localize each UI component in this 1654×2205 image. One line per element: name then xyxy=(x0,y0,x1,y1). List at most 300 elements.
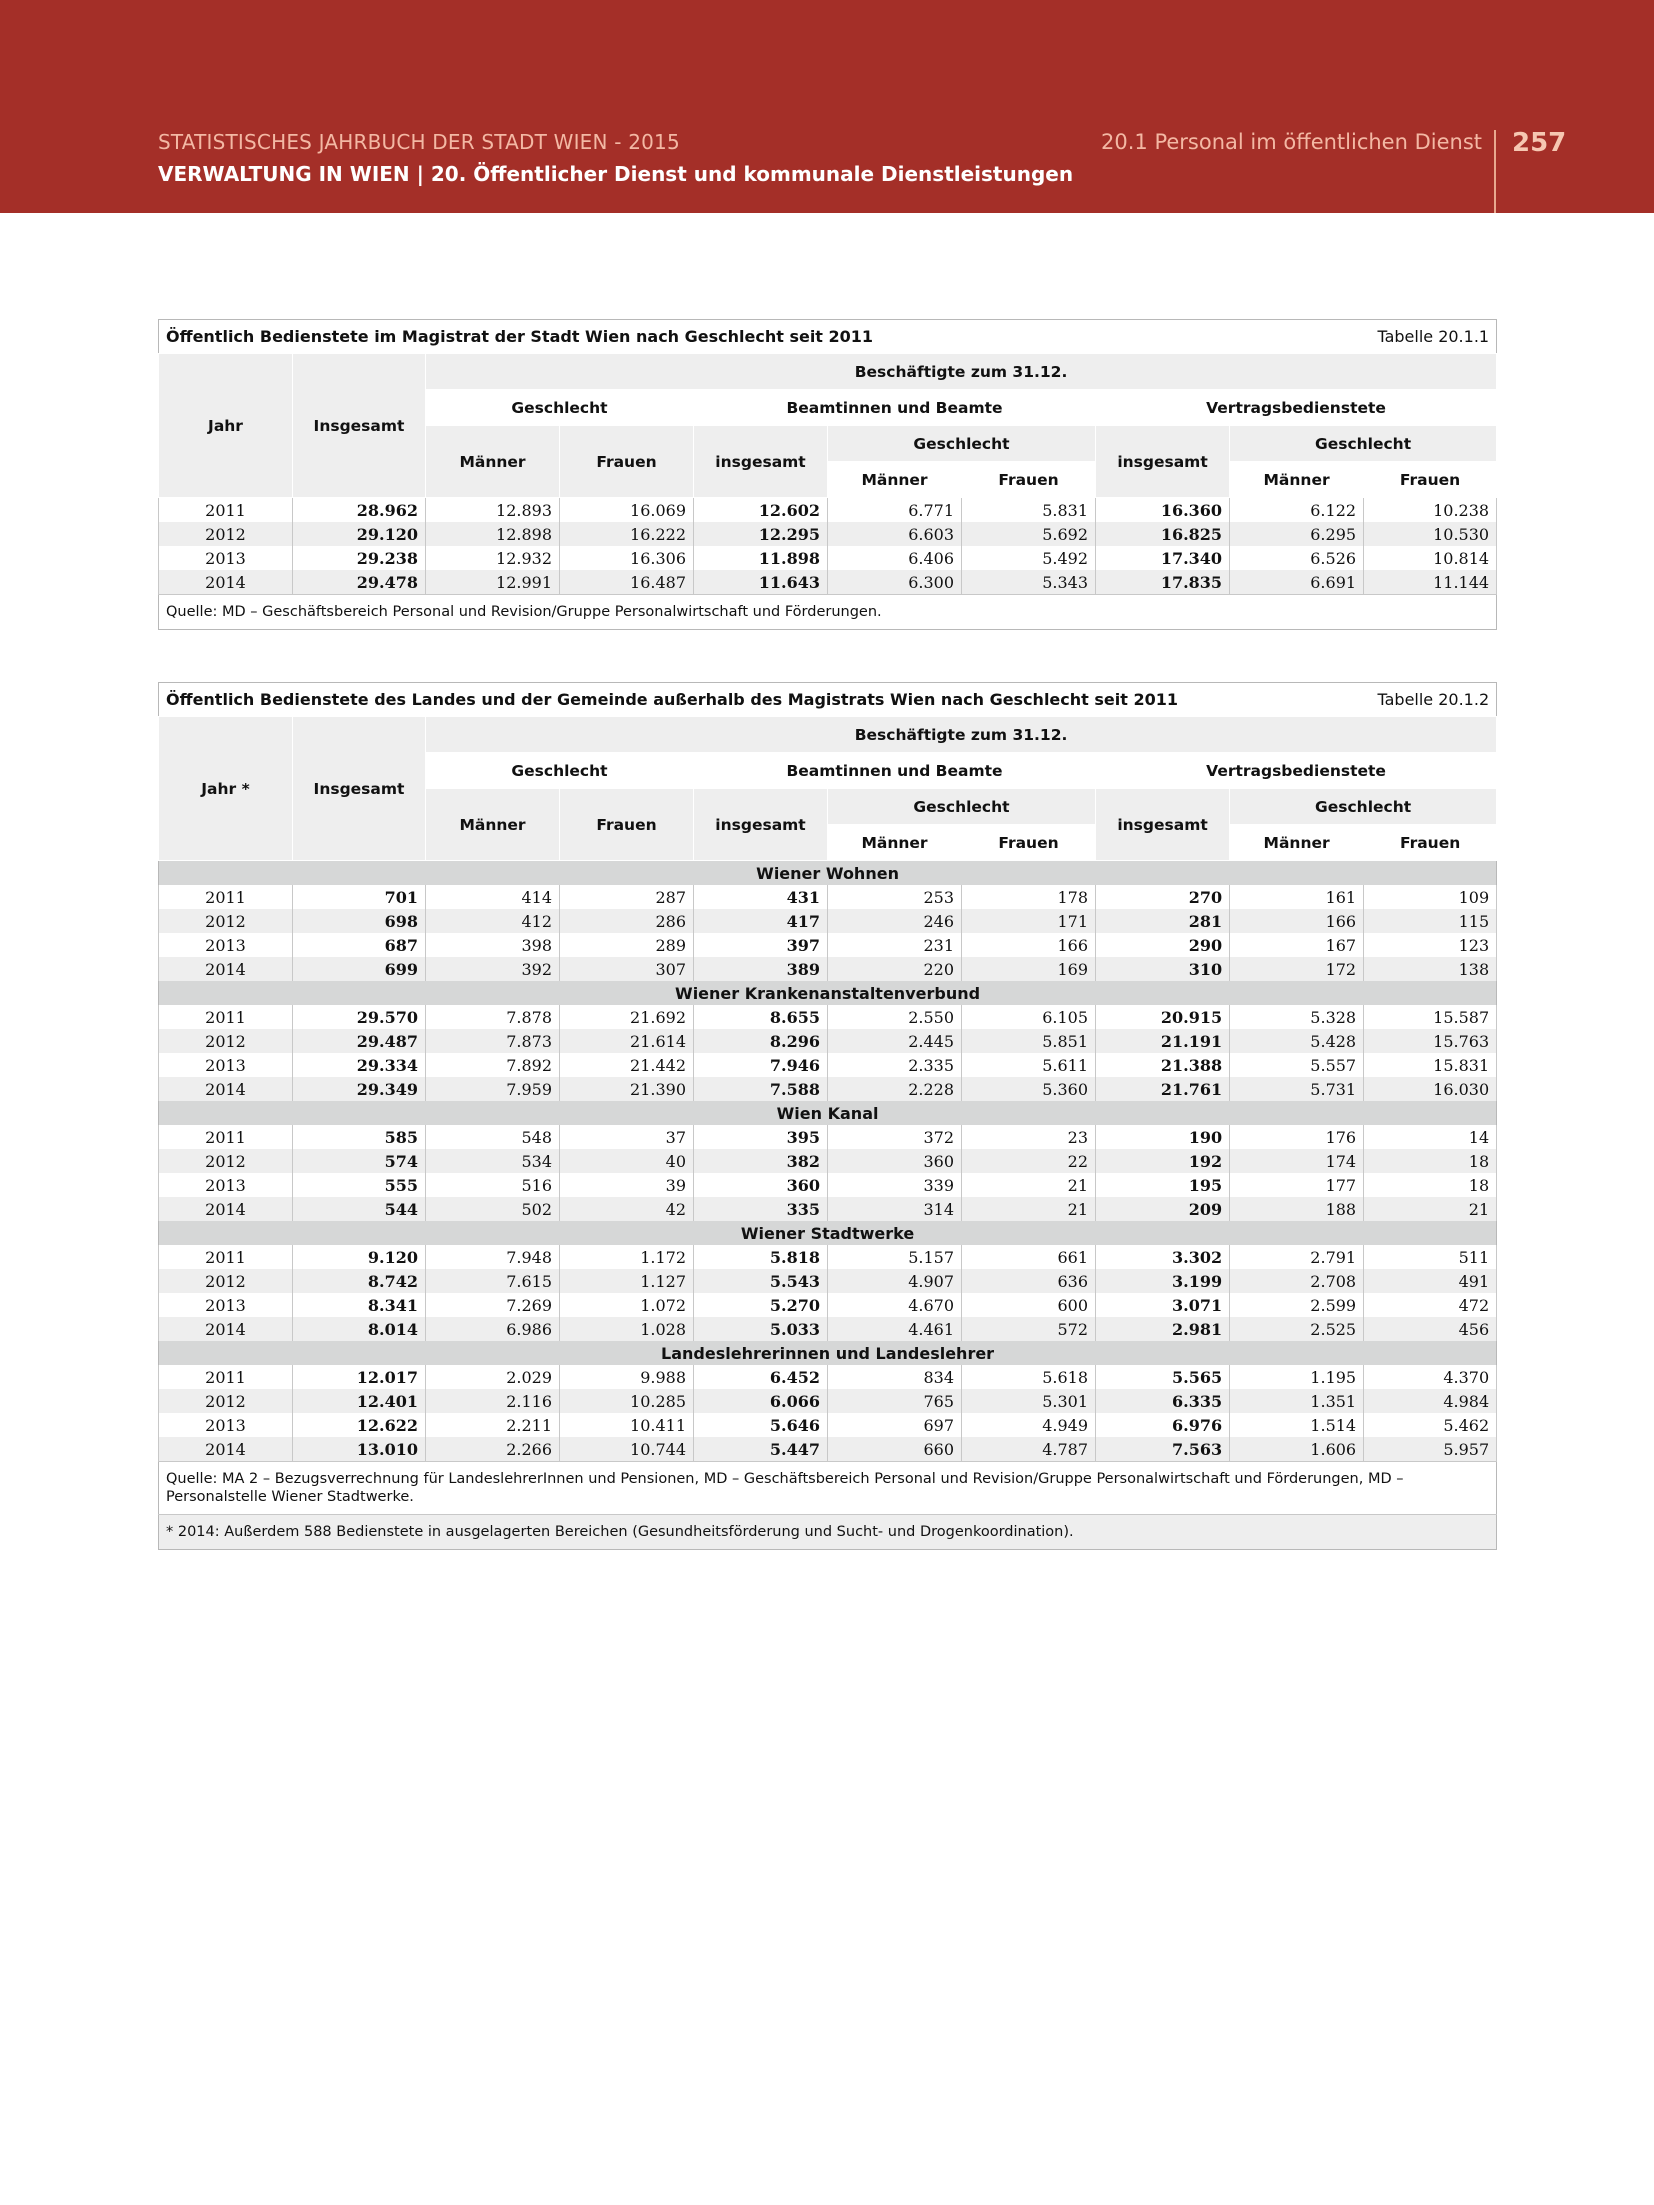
table-cell: 12.893 xyxy=(426,498,560,523)
table-cell: 109 xyxy=(1364,885,1497,909)
table-cell: 29.487 xyxy=(293,1029,426,1053)
col-header-maenner: Männer xyxy=(426,789,560,861)
table-row xyxy=(159,1269,1497,1293)
table-cell: 21.442 xyxy=(560,1053,694,1077)
table-cell: 286 xyxy=(560,909,694,933)
section-title: Wiener Stadtwerke xyxy=(159,1221,1497,1245)
table-number: Tabelle 20.1.1 xyxy=(1230,320,1497,354)
table-cell: 2.211 xyxy=(426,1413,560,1437)
table-cell: 6.335 xyxy=(1096,1389,1230,1413)
page-header xyxy=(0,0,1654,213)
section-row xyxy=(159,861,1497,886)
table-cell: 290 xyxy=(1096,933,1230,957)
section-row xyxy=(159,981,1497,1005)
table-cell: 335 xyxy=(694,1197,828,1221)
table-cell: 389 xyxy=(694,957,828,981)
col-header-beschaeftigte: Beschäftigte zum 31.12. xyxy=(426,717,1497,753)
table-cell: 287 xyxy=(560,885,694,909)
table-cell: 534 xyxy=(426,1149,560,1173)
table-cell: 5.831 xyxy=(962,498,1096,523)
table-cell: 372 xyxy=(828,1125,962,1149)
table-cell: 360 xyxy=(694,1173,828,1197)
table-cell: 397 xyxy=(694,933,828,957)
table-cell: 339 xyxy=(828,1173,962,1197)
table-cell: 289 xyxy=(560,933,694,957)
col-header-beamte-geschlecht: Geschlecht xyxy=(828,426,1096,462)
table-cell: 12.017 xyxy=(293,1365,426,1389)
table-cell: 2.228 xyxy=(828,1077,962,1101)
table-cell: 21.390 xyxy=(560,1077,694,1101)
table-row xyxy=(159,1077,1497,1101)
table-cell: 8.742 xyxy=(293,1269,426,1293)
cell-year: 2011 xyxy=(159,1365,293,1389)
col-header-insgesamt: Insgesamt xyxy=(293,717,426,861)
table-cell: 23 xyxy=(962,1125,1096,1149)
table-cell: 491 xyxy=(1364,1269,1497,1293)
table-row xyxy=(159,1173,1497,1197)
table-cell: 398 xyxy=(426,933,560,957)
table-cell: 687 xyxy=(293,933,426,957)
table-20-1-1 xyxy=(158,319,1497,630)
table-cell: 1.072 xyxy=(560,1293,694,1317)
table-cell: 8.296 xyxy=(694,1029,828,1053)
col-header-frauen: Frauen xyxy=(560,789,694,861)
table-cell: 12.932 xyxy=(426,546,560,570)
table-cell: 5.565 xyxy=(1096,1365,1230,1389)
table-cell: 4.370 xyxy=(1364,1365,1497,1389)
col-header-vertrag: Vertragsbedienstete xyxy=(1096,390,1497,426)
table-cell: 29.349 xyxy=(293,1077,426,1101)
table-cell: 21.692 xyxy=(560,1005,694,1029)
table-cell: 7.959 xyxy=(426,1077,560,1101)
table-cell: 7.948 xyxy=(426,1245,560,1269)
table-cell: 174 xyxy=(1230,1149,1364,1173)
section-title: 20.1 Personal im öffentlichen Dienst xyxy=(1101,130,1482,154)
table-row xyxy=(159,1125,1497,1149)
col-header-beamte: Beamtinnen und Beamte xyxy=(694,390,1096,426)
chapter-title: VERWALTUNG IN WIEN | 20. Öffentlicher Dienst und kommunale Dienstleistungen xyxy=(158,162,1074,186)
col-header-vertrag-geschlecht: Geschlecht xyxy=(1230,789,1497,825)
table-cell: 13.010 xyxy=(293,1437,426,1462)
table-cell: 176 xyxy=(1230,1125,1364,1149)
table-cell: 7.615 xyxy=(426,1269,560,1293)
table-cell: 12.602 xyxy=(694,498,828,523)
table-cell: 417 xyxy=(694,909,828,933)
table-cell: 21.761 xyxy=(1096,1077,1230,1101)
col-header-vertrag-insgesamt: insgesamt xyxy=(1096,789,1230,861)
col-header-insgesamt: Insgesamt xyxy=(293,354,426,498)
table-cell: 28.962 xyxy=(293,498,426,523)
table-cell: 6.406 xyxy=(828,546,962,570)
table-cell: 7.563 xyxy=(1096,1437,1230,1462)
table-row xyxy=(159,909,1497,933)
table-cell: 10.411 xyxy=(560,1413,694,1437)
cell-year: 2011 xyxy=(159,885,293,909)
table-cell: 167 xyxy=(1230,933,1364,957)
table-cell: 765 xyxy=(828,1389,962,1413)
table-cell: 16.306 xyxy=(560,546,694,570)
table-cell: 3.071 xyxy=(1096,1293,1230,1317)
cell-year: 2012 xyxy=(159,522,293,546)
table-row xyxy=(159,1197,1497,1221)
table-cell: 270 xyxy=(1096,885,1230,909)
col-header-beamte-frauen: Frauen xyxy=(962,825,1096,861)
table-cell: 548 xyxy=(426,1125,560,1149)
table-cell: 6.691 xyxy=(1230,570,1364,595)
table-cell: 15.587 xyxy=(1364,1005,1497,1029)
table-cell: 39 xyxy=(560,1173,694,1197)
table-cell: 21 xyxy=(1364,1197,1497,1221)
table-cell: 178 xyxy=(962,885,1096,909)
table-cell: 314 xyxy=(828,1197,962,1221)
cell-year: 2012 xyxy=(159,1269,293,1293)
table-cell: 16.030 xyxy=(1364,1077,1497,1101)
cell-year: 2013 xyxy=(159,1413,293,1437)
table-cell: 6.122 xyxy=(1230,498,1364,523)
table-cell: 3.302 xyxy=(1096,1245,1230,1269)
table-cell: 209 xyxy=(1096,1197,1230,1221)
table-cell: 12.295 xyxy=(694,522,828,546)
table-cell: 169 xyxy=(962,957,1096,981)
table-cell: 161 xyxy=(1230,885,1364,909)
table-cell: 7.588 xyxy=(694,1077,828,1101)
cell-year: 2012 xyxy=(159,1389,293,1413)
table-cell: 16.487 xyxy=(560,570,694,595)
table-cell: 220 xyxy=(828,957,962,981)
table-cell: 9.120 xyxy=(293,1245,426,1269)
cell-year: 2014 xyxy=(159,1197,293,1221)
cell-year: 2014 xyxy=(159,570,293,595)
table-cell: 511 xyxy=(1364,1245,1497,1269)
table-title: Öffentlich Bedienstete im Magistrat der Stadt Wien nach Geschlecht seit 2011 xyxy=(159,320,1230,354)
table-row xyxy=(159,546,1497,570)
table-cell: 5.818 xyxy=(694,1245,828,1269)
table-cell: 281 xyxy=(1096,909,1230,933)
table-row xyxy=(159,498,1497,523)
col-header-vertrag-insgesamt: insgesamt xyxy=(1096,426,1230,498)
table-cell: 661 xyxy=(962,1245,1096,1269)
section-row xyxy=(159,1101,1497,1125)
table-row xyxy=(159,1317,1497,1341)
table-cell: 2.981 xyxy=(1096,1317,1230,1341)
table-cell: 6.105 xyxy=(962,1005,1096,1029)
table-cell: 456 xyxy=(1364,1317,1497,1341)
table-cell: 5.618 xyxy=(962,1365,1096,1389)
cell-year: 2014 xyxy=(159,1077,293,1101)
table-cell: 4.949 xyxy=(962,1413,1096,1437)
table-20-1-2 xyxy=(158,682,1497,1550)
cell-year: 2014 xyxy=(159,1317,293,1341)
table-cell: 412 xyxy=(426,909,560,933)
cell-year: 2014 xyxy=(159,1437,293,1462)
table-cell: 6.526 xyxy=(1230,546,1364,570)
section-title: Wiener Wohnen xyxy=(159,861,1497,886)
table-cell: 544 xyxy=(293,1197,426,1221)
table-cell: 698 xyxy=(293,909,426,933)
table-cell: 600 xyxy=(962,1293,1096,1317)
cell-year: 2011 xyxy=(159,1125,293,1149)
table-cell: 22 xyxy=(962,1149,1096,1173)
table-row xyxy=(159,1029,1497,1053)
table-cell: 246 xyxy=(828,909,962,933)
table-cell: 382 xyxy=(694,1149,828,1173)
table-cell: 5.343 xyxy=(962,570,1096,595)
table-cell: 5.360 xyxy=(962,1077,1096,1101)
table-cell: 166 xyxy=(1230,909,1364,933)
table-cell: 9.988 xyxy=(560,1365,694,1389)
table-cell: 701 xyxy=(293,885,426,909)
table-cell: 195 xyxy=(1096,1173,1230,1197)
table-cell: 5.157 xyxy=(828,1245,962,1269)
table-cell: 11.144 xyxy=(1364,570,1497,595)
table-row xyxy=(159,522,1497,546)
table-cell: 4.461 xyxy=(828,1317,962,1341)
table-cell: 5.957 xyxy=(1364,1437,1497,1462)
table-cell: 15.763 xyxy=(1364,1029,1497,1053)
table-cell: 1.127 xyxy=(560,1269,694,1293)
table-cell: 472 xyxy=(1364,1293,1497,1317)
table-cell: 5.557 xyxy=(1230,1053,1364,1077)
col-header-frauen: Frauen xyxy=(560,426,694,498)
cell-year: 2012 xyxy=(159,1149,293,1173)
table-cell: 29.334 xyxy=(293,1053,426,1077)
table-row xyxy=(159,957,1497,981)
col-header-vertrag-maenner: Männer xyxy=(1230,462,1364,498)
table-cell: 1.514 xyxy=(1230,1413,1364,1437)
section-title: Wien Kanal xyxy=(159,1101,1497,1125)
section-title: Landeslehrerinnen und Landeslehrer xyxy=(159,1341,1497,1365)
table-row xyxy=(159,1413,1497,1437)
table-cell: 697 xyxy=(828,1413,962,1437)
table-cell: 2.335 xyxy=(828,1053,962,1077)
table-cell: 392 xyxy=(426,957,560,981)
table-cell: 190 xyxy=(1096,1125,1230,1149)
table-cell: 17.340 xyxy=(1096,546,1230,570)
table-cell: 5.270 xyxy=(694,1293,828,1317)
table-cell: 21 xyxy=(962,1197,1096,1221)
cell-year: 2013 xyxy=(159,933,293,957)
table-cell: 10.530 xyxy=(1364,522,1497,546)
table-cell: 6.976 xyxy=(1096,1413,1230,1437)
table-cell: 2.029 xyxy=(426,1365,560,1389)
table-cell: 6.295 xyxy=(1230,522,1364,546)
cell-year: 2012 xyxy=(159,1029,293,1053)
cell-year: 2014 xyxy=(159,957,293,981)
table-row xyxy=(159,1149,1497,1173)
table-cell: 1.172 xyxy=(560,1245,694,1269)
page-number: 257 xyxy=(1512,128,1567,158)
col-header-geschlecht: Geschlecht xyxy=(426,753,694,789)
table-cell: 166 xyxy=(962,933,1096,957)
table-cell: 5.033 xyxy=(694,1317,828,1341)
table-cell: 6.452 xyxy=(694,1365,828,1389)
table-body xyxy=(159,498,1497,595)
col-header-beamte: Beamtinnen und Beamte xyxy=(694,753,1096,789)
header-divider xyxy=(1494,130,1496,213)
col-header-beamte-geschlecht: Geschlecht xyxy=(828,789,1096,825)
table-cell: 574 xyxy=(293,1149,426,1173)
table-cell: 123 xyxy=(1364,933,1497,957)
table-cell: 5.543 xyxy=(694,1269,828,1293)
table-body xyxy=(159,861,1497,1462)
table-cell: 5.851 xyxy=(962,1029,1096,1053)
table-row xyxy=(159,885,1497,909)
col-header-beamte-maenner: Männer xyxy=(828,462,962,498)
section-row xyxy=(159,1341,1497,1365)
table-cell: 11.898 xyxy=(694,546,828,570)
table-cell: 16.360 xyxy=(1096,498,1230,523)
table-cell: 29.570 xyxy=(293,1005,426,1029)
table-cell: 636 xyxy=(962,1269,1096,1293)
table-cell: 40 xyxy=(560,1149,694,1173)
table-cell: 231 xyxy=(828,933,962,957)
table-cell: 572 xyxy=(962,1317,1096,1341)
table-cell: 834 xyxy=(828,1365,962,1389)
table-cell: 115 xyxy=(1364,909,1497,933)
table-cell: 188 xyxy=(1230,1197,1364,1221)
table-cell: 4.670 xyxy=(828,1293,962,1317)
cell-year: 2011 xyxy=(159,1245,293,1269)
table-cell: 12.898 xyxy=(426,522,560,546)
table-cell: 2.708 xyxy=(1230,1269,1364,1293)
table-cell: 5.692 xyxy=(962,522,1096,546)
table-cell: 5.646 xyxy=(694,1413,828,1437)
section-title: Wiener Krankenanstaltenverbund xyxy=(159,981,1497,1005)
table-cell: 37 xyxy=(560,1125,694,1149)
table-cell: 6.066 xyxy=(694,1389,828,1413)
table-cell: 516 xyxy=(426,1173,560,1197)
table-cell: 10.285 xyxy=(560,1389,694,1413)
table-cell: 10.744 xyxy=(560,1437,694,1462)
table-cell: 10.814 xyxy=(1364,546,1497,570)
table-cell: 172 xyxy=(1230,957,1364,981)
table-cell: 16.222 xyxy=(560,522,694,546)
table-cell: 4.984 xyxy=(1364,1389,1497,1413)
table-cell: 1.195 xyxy=(1230,1365,1364,1389)
cell-year: 2013 xyxy=(159,1173,293,1197)
table-cell: 138 xyxy=(1364,957,1497,981)
table-title: Öffentlich Bedienstete des Landes und der Gemeinde außerhalb des Magistrats Wien nach Geschlecht seit 2011 xyxy=(159,683,1230,717)
table-cell: 5.492 xyxy=(962,546,1096,570)
series-title: STATISTISCHES JAHRBUCH DER STADT WIEN - 2015 xyxy=(158,130,680,154)
cell-year: 2013 xyxy=(159,1053,293,1077)
table-cell: 395 xyxy=(694,1125,828,1149)
table-cell: 6.603 xyxy=(828,522,962,546)
table-cell: 17.835 xyxy=(1096,570,1230,595)
table-row xyxy=(159,1437,1497,1462)
table-source: Quelle: MA 2 – Bezugsverrechnung für LandeslehrerInnen und Pensionen, MD – Geschäftsbereich Personal und Revision/Gruppe Personalwirtschaft und Förderungen, MD – Personalstelle Wiener Stadtwerke. xyxy=(159,1462,1497,1515)
col-header-maenner: Männer xyxy=(426,426,560,498)
col-header-geschlecht: Geschlecht xyxy=(426,390,694,426)
col-header-vertrag-frauen: Frauen xyxy=(1364,462,1497,498)
table-cell: 177 xyxy=(1230,1173,1364,1197)
table-cell: 42 xyxy=(560,1197,694,1221)
table-cell: 18 xyxy=(1364,1173,1497,1197)
table-cell: 192 xyxy=(1096,1149,1230,1173)
table-row xyxy=(159,1005,1497,1029)
table-row xyxy=(159,1053,1497,1077)
table-cell: 431 xyxy=(694,885,828,909)
table-row xyxy=(159,570,1497,595)
table-row xyxy=(159,1389,1497,1413)
table-row xyxy=(159,1245,1497,1269)
table-cell: 1.028 xyxy=(560,1317,694,1341)
table-cell: 12.401 xyxy=(293,1389,426,1413)
cell-year: 2011 xyxy=(159,498,293,523)
table-cell: 12.991 xyxy=(426,570,560,595)
table-cell: 21 xyxy=(962,1173,1096,1197)
table-cell: 7.878 xyxy=(426,1005,560,1029)
table-cell: 414 xyxy=(426,885,560,909)
table-cell: 12.622 xyxy=(293,1413,426,1437)
table-cell: 2.266 xyxy=(426,1437,560,1462)
table-cell: 6.986 xyxy=(426,1317,560,1341)
table-cell: 5.611 xyxy=(962,1053,1096,1077)
table-cell: 5.731 xyxy=(1230,1077,1364,1101)
table-row xyxy=(159,1293,1497,1317)
table-cell: 5.301 xyxy=(962,1389,1096,1413)
table-cell: 7.946 xyxy=(694,1053,828,1077)
table-cell: 171 xyxy=(962,909,1096,933)
table-cell: 14 xyxy=(1364,1125,1497,1149)
col-header-beamte-insgesamt: insgesamt xyxy=(694,789,828,861)
table-cell: 16.069 xyxy=(560,498,694,523)
table-cell: 1.606 xyxy=(1230,1437,1364,1462)
cell-year: 2012 xyxy=(159,909,293,933)
table-cell: 11.643 xyxy=(694,570,828,595)
table-cell: 16.825 xyxy=(1096,522,1230,546)
table-cell: 360 xyxy=(828,1149,962,1173)
table-cell: 660 xyxy=(828,1437,962,1462)
col-header-beschaeftigte: Beschäftigte zum 31.12. xyxy=(426,354,1497,390)
table-cell: 253 xyxy=(828,885,962,909)
table-cell: 2.599 xyxy=(1230,1293,1364,1317)
col-header-jahr: Jahr xyxy=(159,354,293,498)
table-cell: 2.445 xyxy=(828,1029,962,1053)
table-cell: 6.300 xyxy=(828,570,962,595)
col-header-vertrag-geschlecht: Geschlecht xyxy=(1230,426,1497,462)
table-cell: 8.655 xyxy=(694,1005,828,1029)
table-row xyxy=(159,933,1497,957)
table-cell: 7.892 xyxy=(426,1053,560,1077)
table-cell: 1.351 xyxy=(1230,1389,1364,1413)
table-cell: 2.550 xyxy=(828,1005,962,1029)
table-cell: 5.328 xyxy=(1230,1005,1364,1029)
table-cell: 6.771 xyxy=(828,498,962,523)
table-cell: 8.014 xyxy=(293,1317,426,1341)
table-cell: 21.614 xyxy=(560,1029,694,1053)
table-cell: 21.388 xyxy=(1096,1053,1230,1077)
table-cell: 2.116 xyxy=(426,1389,560,1413)
table-cell: 29.120 xyxy=(293,522,426,546)
cell-year: 2011 xyxy=(159,1005,293,1029)
col-header-beamte-maenner: Männer xyxy=(828,825,962,861)
table-cell: 310 xyxy=(1096,957,1230,981)
col-header-vertrag: Vertragsbedienstete xyxy=(1096,753,1497,789)
table-row xyxy=(159,1365,1497,1389)
table-source: Quelle: MD – Geschäftsbereich Personal und Revision/Gruppe Personalwirtschaft und Förderungen. xyxy=(159,595,1497,630)
table-cell: 3.199 xyxy=(1096,1269,1230,1293)
section-row xyxy=(159,1221,1497,1245)
table-cell: 2.791 xyxy=(1230,1245,1364,1269)
table-cell: 5.462 xyxy=(1364,1413,1497,1437)
table-cell: 29.238 xyxy=(293,546,426,570)
table-footnote: * 2014: Außerdem 588 Bedienstete in ausgelagerten Bereichen (Gesundheitsförderung und Sucht- und Drogenkoordination). xyxy=(159,1515,1497,1550)
table-cell: 29.478 xyxy=(293,570,426,595)
table-cell: 10.238 xyxy=(1364,498,1497,523)
table-cell: 18 xyxy=(1364,1149,1497,1173)
table-cell: 20.915 xyxy=(1096,1005,1230,1029)
